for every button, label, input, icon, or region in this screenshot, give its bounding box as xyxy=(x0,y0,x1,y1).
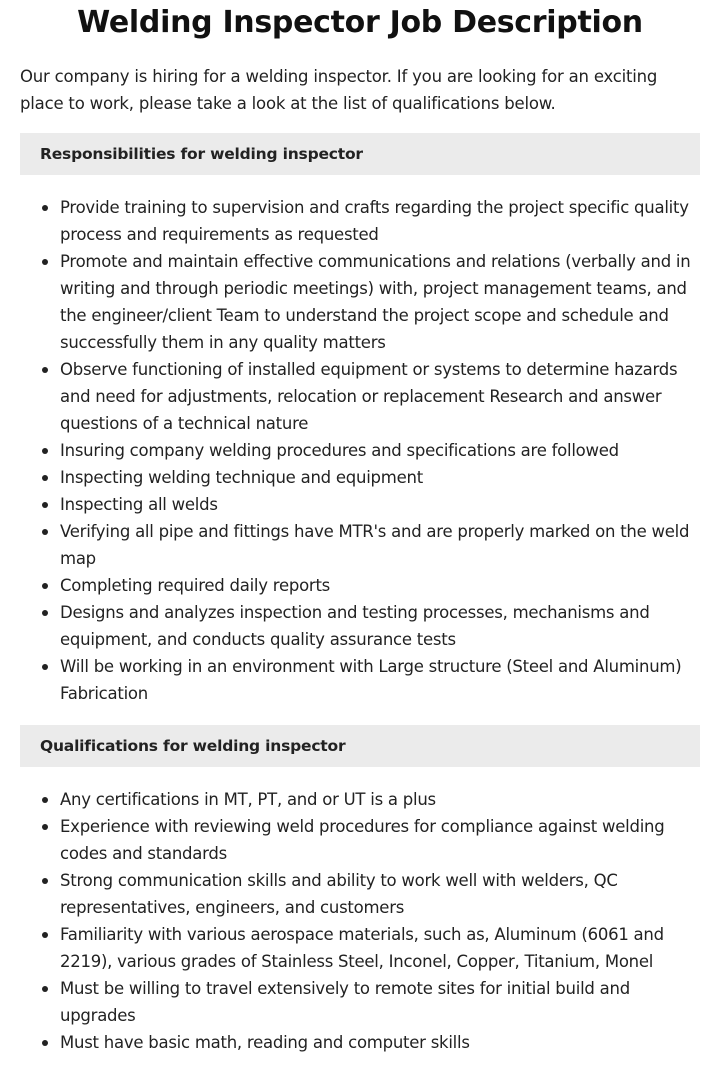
page-title: Welding Inspector Job Description xyxy=(77,5,643,40)
qualification-item: Must have basic math, reading and computer skills xyxy=(20,1029,700,1056)
qualification-item: Any certifications in MT, PT, and or UT is a plus xyxy=(20,786,700,813)
responsibility-item: Provide training to supervision and crafts regarding the project specific quality process and requirements as requested xyxy=(20,194,700,248)
responsibility-item: Inspecting welding technique and equipment xyxy=(20,464,700,491)
responsibilities-heading: Responsibilities for welding inspector xyxy=(20,133,700,175)
responsibility-item: Inspecting all welds xyxy=(20,491,700,518)
qualifications-heading: Qualifications for welding inspector xyxy=(20,725,700,767)
responsibility-item: Observe functioning of installed equipment or systems to determine hazards and need for adjustments, relocation or replacement Research and answer questions of a technical nature xyxy=(20,356,700,437)
qualification-item: Must be willing to travel extensively to remote sites for initial build and upgrades xyxy=(20,975,700,1029)
qualifications-list xyxy=(20,786,700,1056)
responsibility-item: Verifying all pipe and fittings have MTR's and are properly marked on the weld map xyxy=(20,518,700,572)
responsibility-item: Insuring company welding procedures and specifications are followed xyxy=(20,437,700,464)
responsibility-item: Completing required daily reports xyxy=(20,572,700,599)
qualification-item: Experience with reviewing weld procedures for compliance against welding codes and standards xyxy=(20,813,700,867)
qualification-item: Strong communication skills and ability to work well with welders, QC representatives, engineers, and customers xyxy=(20,867,700,921)
responsibilities-list xyxy=(20,194,700,707)
qualification-item: Familiarity with various aerospace materials, such as, Aluminum (6061 and 2219), various grades of Stainless Steel, Inconel, Copper, Titanium, Monel xyxy=(20,921,700,975)
responsibility-item: Promote and maintain effective communications and relations (verbally and in writing and through periodic meetings) with, project management teams, and the engineer/client Team to understand the project scope and schedule and successfully them in any quality matters xyxy=(20,248,700,356)
responsibility-item: Will be working in an environment with Large structure (Steel and Aluminum) Fabrication xyxy=(20,653,700,707)
intro-paragraph: Our company is hiring for a welding inspector. If you are looking for an exciting place to work, please take a look at the list of qualifications below. xyxy=(20,67,658,113)
responsibility-item: Designs and analyzes inspection and testing processes, mechanisms and equipment, and conducts quality assurance tests xyxy=(20,599,700,653)
